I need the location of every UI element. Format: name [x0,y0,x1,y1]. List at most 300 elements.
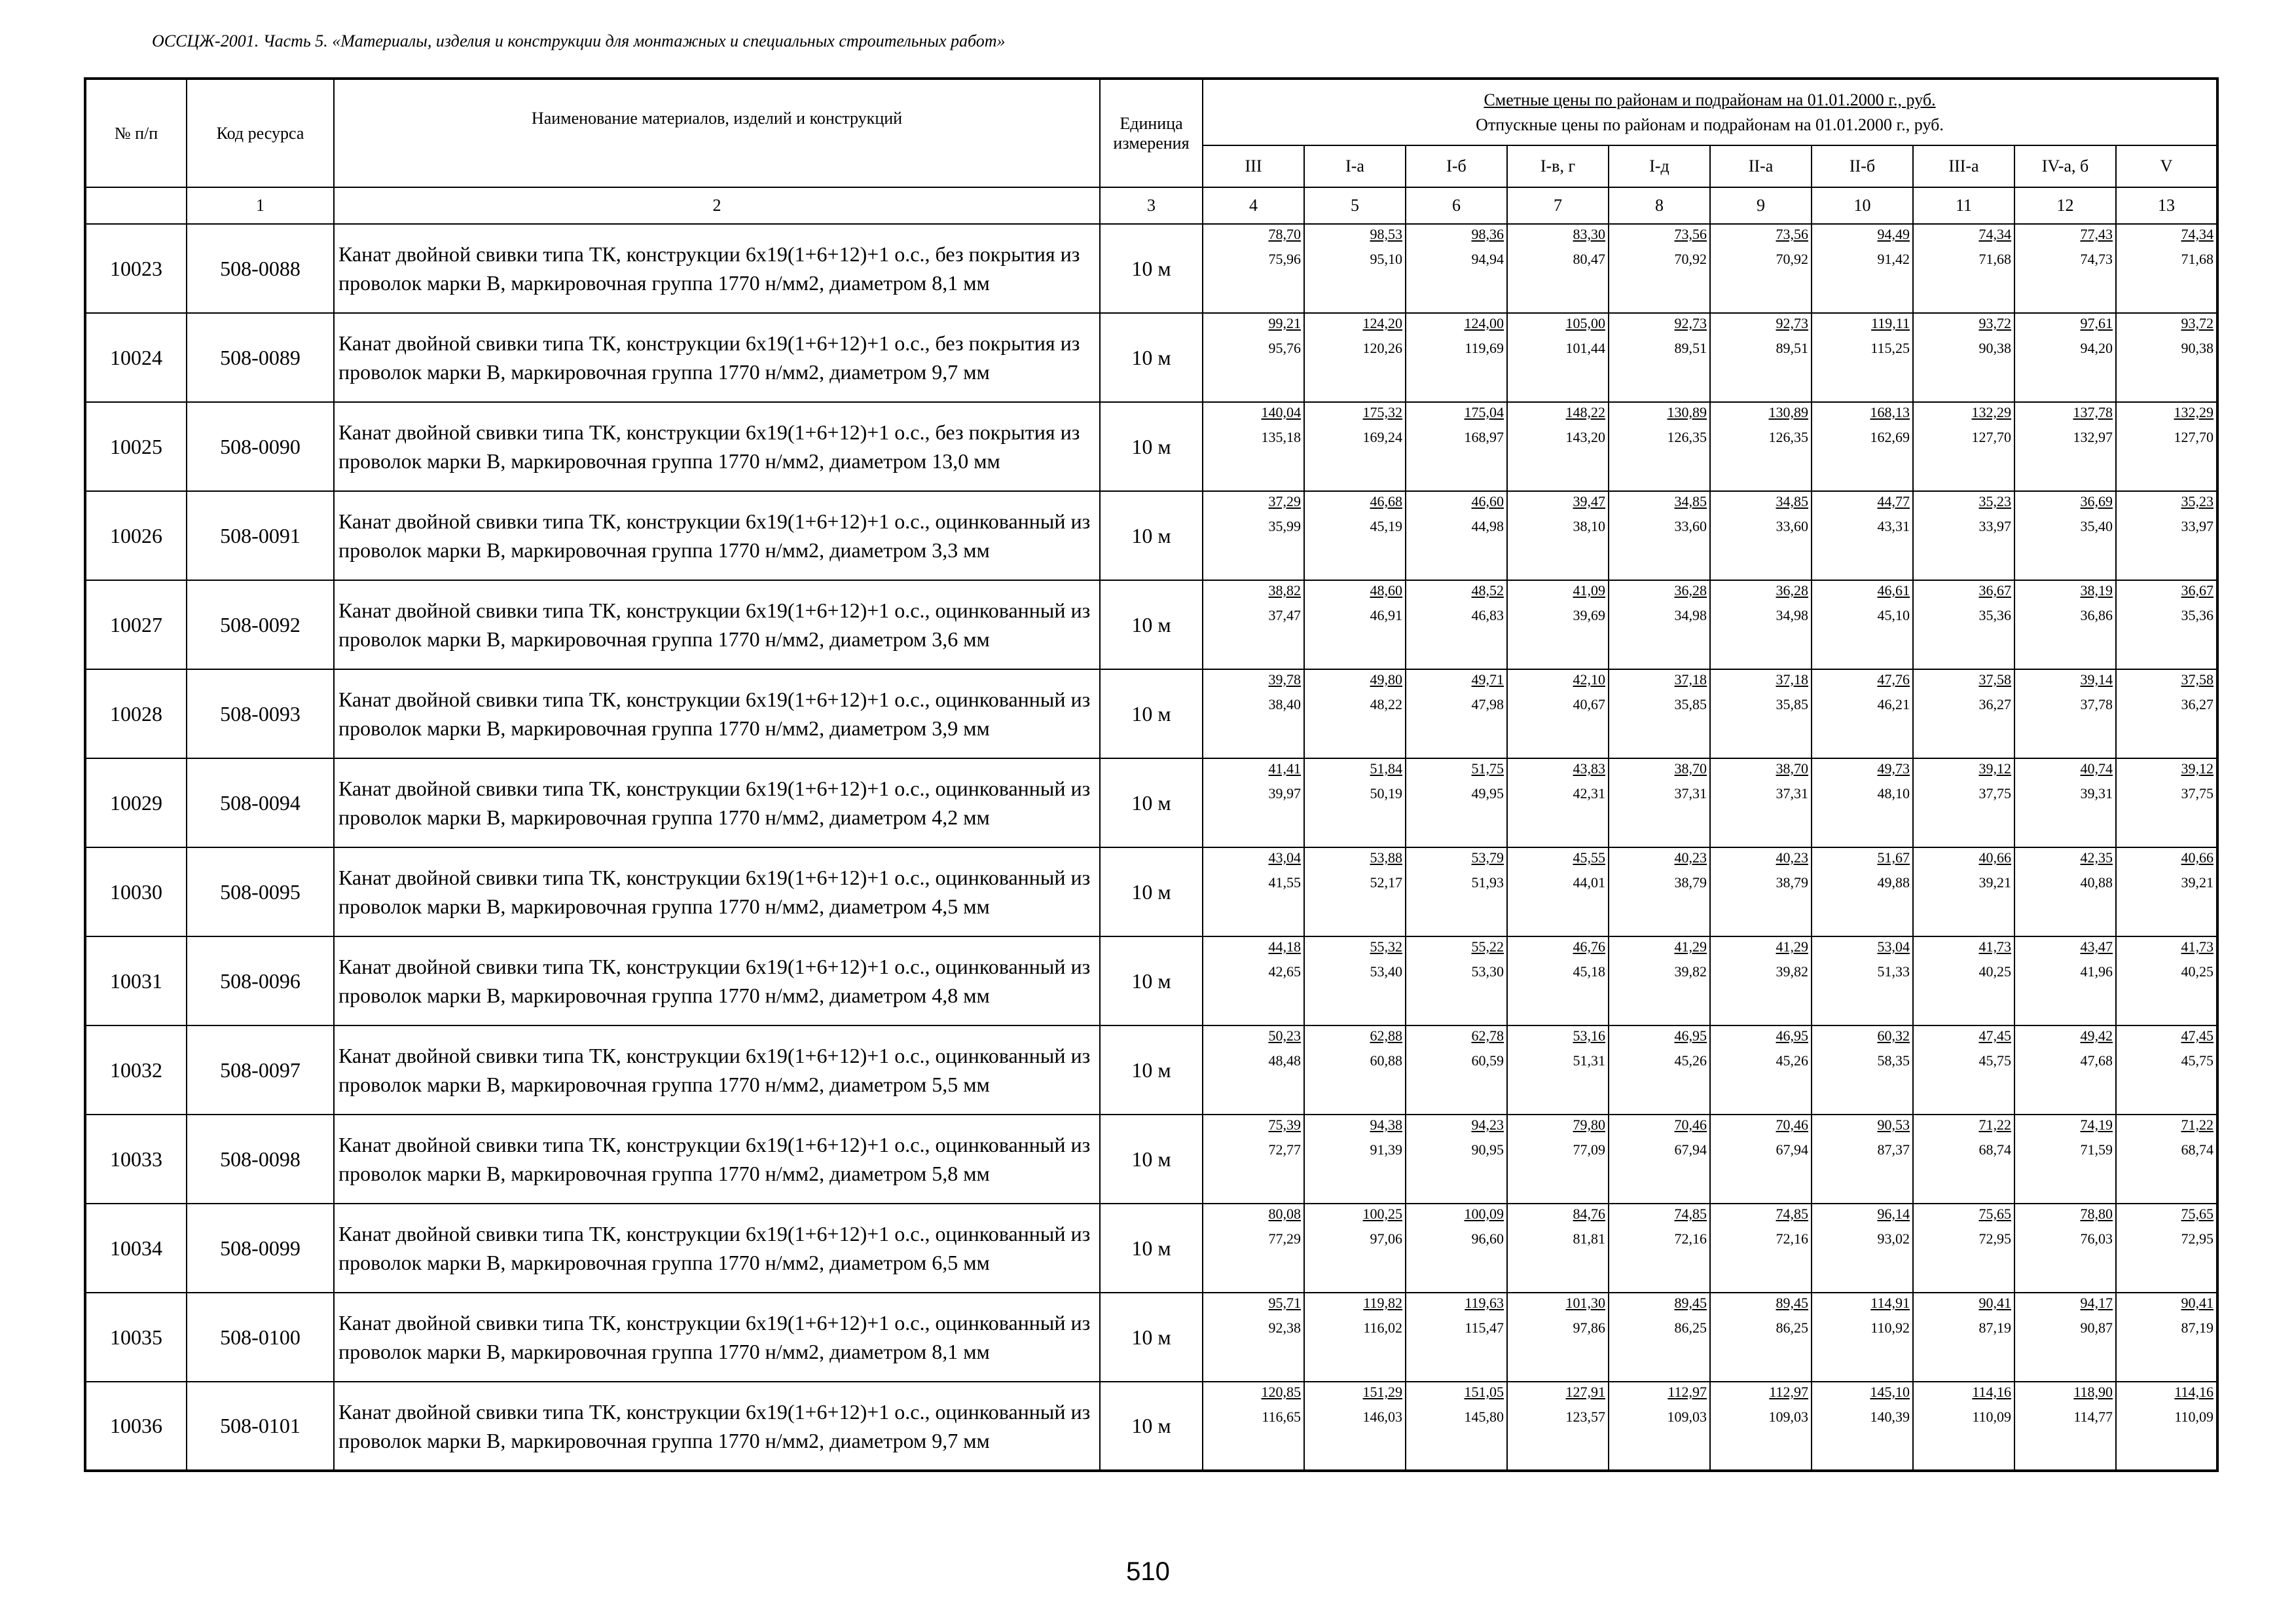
estimated-price: 75,65 [1978,1206,2011,1222]
estimated-price: 94,23 [1471,1116,1504,1133]
estimated-price: 83,30 [1573,226,1605,242]
column-number: 3 [1100,187,1203,224]
table-row [85,758,2217,847]
estimated-price: 46,76 [1573,938,1605,955]
estimated-price: 41,29 [1776,938,1808,955]
estimated-price: 98,53 [1370,226,1402,242]
row-number: 10027 [85,580,187,669]
release-price: 39,82 [1674,963,1707,980]
district-header: I-в, г [1507,145,1609,187]
price-cell [1710,758,1812,847]
price-cell [1406,402,1507,491]
estimated-price: 40,66 [2181,849,2214,866]
estimated-price: 70,46 [1674,1116,1707,1133]
estimated-price: 97,61 [2080,315,2113,331]
estimated-price: 119,11 [1871,315,1910,331]
release-price: 44,01 [1573,874,1605,891]
release-price: 70,92 [1674,251,1707,267]
price-cell [1710,224,1812,313]
estimated-price: 40,23 [1674,849,1707,866]
material-name: Канат двойной свивки типа ТК, конструкции 6х19(1+6+12)+1 о.с., оцинкованный из проволок марки В, маркировочная группа 1770 н/мм2, диаметром 8,1 мм [334,1293,1100,1382]
estimated-price: 44,77 [1877,493,1910,509]
price-cell [1710,402,1812,491]
estimated-price: 79,80 [1573,1116,1605,1133]
release-price: 45,19 [1370,518,1402,534]
price-cell [2116,936,2217,1025]
estimated-price: 90,41 [2181,1295,2214,1311]
release-price: 47,68 [2080,1052,2113,1069]
material-name: Канат двойной свивки типа ТК, конструкции 6х19(1+6+12)+1 о.с., оцинкованный из проволок марки В, маркировочная группа 1770 н/мм2, диаметром 3,6 мм [334,580,1100,669]
estimated-price: 94,17 [2080,1295,2113,1311]
estimated-price: 51,67 [1877,849,1910,866]
price-cell [1812,1025,1913,1115]
price-cell [2116,669,2217,758]
estimated-price: 55,22 [1471,938,1504,955]
price-cell [1609,224,1710,313]
estimated-price: 49,80 [1370,671,1402,688]
price-cell [1304,1204,1406,1293]
estimated-price: 50,23 [1268,1027,1301,1044]
price-cell [1203,758,1304,847]
price-cell [1812,580,1913,669]
price-cell [2116,1025,2217,1115]
price-cell [1507,936,1609,1025]
price-cell [1304,1293,1406,1382]
estimated-price: 46,68 [1370,493,1402,509]
release-price: 46,21 [1877,696,1910,712]
release-price: 71,68 [1978,251,2011,267]
material-name: Канат двойной свивки типа ТК, конструкции 6х19(1+6+12)+1 о.с., без покрытия из проволок марки В, маркировочная группа 1770 н/мм2, диаметром 8,1 мм [334,224,1100,313]
release-price: 58,35 [1877,1052,1910,1069]
estimated-price: 34,85 [1674,493,1707,509]
price-cell [1304,580,1406,669]
release-price: 81,81 [1573,1230,1605,1247]
estimated-price: 38,70 [1674,760,1707,777]
release-price: 95,76 [1268,340,1301,356]
price-cell [1203,936,1304,1025]
release-price: 39,31 [2080,785,2113,802]
release-price: 36,86 [2080,607,2113,623]
release-price: 45,75 [1978,1052,2011,1069]
price-cell [2116,402,2217,491]
material-name: Канат двойной свивки типа ТК, конструкции 6х19(1+6+12)+1 о.с., без покрытия из проволок марки В, маркировочная группа 1770 н/мм2, диаметром 9,7 мм [334,313,1100,402]
estimated-price: 40,74 [2080,760,2113,777]
release-price: 40,25 [1978,963,2011,980]
price-cell [1203,402,1304,491]
release-price: 72,95 [1978,1230,2011,1247]
estimated-price: 74,34 [1978,226,2011,242]
unit-of-measure: 10 м [1100,1382,1203,1471]
estimated-price: 145,10 [1870,1384,1910,1400]
resource-code: 508-0098 [187,1115,334,1204]
price-cell [1406,1115,1507,1204]
price-cell [1304,491,1406,580]
estimated-price: 49,71 [1471,671,1504,688]
column-number: 9 [1710,187,1812,224]
release-price: 90,38 [1978,340,2011,356]
price-cell [2014,491,2116,580]
price-cell [1406,847,1507,936]
estimated-price: 130,89 [1667,404,1707,420]
table-row [85,402,2217,491]
estimated-price: 36,69 [2080,493,2113,509]
estimated-price: 49,73 [1877,760,1910,777]
price-cell [1406,1293,1507,1382]
release-price: 35,85 [1776,696,1808,712]
release-price: 38,40 [1268,696,1301,712]
release-price: 39,97 [1268,785,1301,802]
price-cell [1507,491,1609,580]
release-price: 87,19 [1978,1320,2011,1336]
release-price: 36,27 [1978,696,2011,712]
header-prices-estimated: Сметные цены по районам и подрайонам на 01.01.2000 г., руб. [1484,90,1936,109]
unit-of-measure: 10 м [1100,313,1203,402]
price-cell [1710,313,1812,402]
release-price: 115,25 [1870,340,1910,356]
release-price: 44,98 [1471,518,1504,534]
price-cell [1913,313,2014,402]
unit-of-measure: 10 м [1100,1293,1203,1382]
estimated-price: 94,38 [1370,1116,1402,1133]
price-cell [1406,1382,1507,1471]
release-price: 67,94 [1776,1141,1808,1158]
price-cell [1913,580,2014,669]
price-cell [1913,1025,2014,1115]
resource-code: 508-0096 [187,936,334,1025]
estimated-price: 114,91 [1870,1295,1910,1311]
estimated-price: 38,19 [2080,582,2113,599]
estimated-price: 114,16 [1972,1384,2011,1400]
release-price: 93,02 [1877,1230,1910,1247]
price-cell [1710,669,1812,758]
release-price: 127,70 [1971,429,2011,445]
price-cell [1812,491,1913,580]
unit-of-measure: 10 м [1100,580,1203,669]
price-cell [1304,1025,1406,1115]
release-price: 72,16 [1674,1230,1707,1247]
price-cell [1507,313,1609,402]
price-cell [2014,580,2116,669]
table-row [85,1382,2217,1471]
release-price: 51,33 [1877,963,1910,980]
price-cell [1507,1382,1609,1471]
release-price: 110,92 [1870,1320,1910,1336]
column-number: 10 [1812,187,1913,224]
release-price: 50,19 [1370,785,1402,802]
release-price: 52,17 [1370,874,1402,891]
estimated-price: 78,80 [2080,1206,2113,1222]
material-name: Канат двойной свивки типа ТК, конструкции 6х19(1+6+12)+1 о.с., оцинкованный из проволок марки В, маркировочная группа 1770 н/мм2, диаметром 4,5 мм [334,847,1100,936]
estimated-price: 151,05 [1464,1384,1504,1400]
estimated-price: 74,34 [2181,226,2214,242]
table-row [85,491,2217,580]
estimated-price: 118,90 [2073,1384,2113,1400]
price-cell [1507,1204,1609,1293]
release-price: 146,03 [1362,1409,1402,1425]
price-cell [1710,491,1812,580]
resource-code: 508-0099 [187,1204,334,1293]
page-number: 510 [1126,1557,1170,1586]
unit-of-measure: 10 м [1100,1025,1203,1115]
unit-of-measure: 10 м [1100,224,1203,313]
resource-code: 508-0094 [187,758,334,847]
unit-of-measure: 10 м [1100,402,1203,491]
estimated-price: 43,04 [1268,849,1301,866]
estimated-price: 55,32 [1370,938,1402,955]
price-cell [1203,313,1304,402]
estimated-price: 70,46 [1776,1116,1808,1133]
release-price: 90,95 [1471,1141,1504,1158]
release-price: 34,98 [1776,607,1808,623]
release-price: 162,69 [1870,429,1910,445]
price-cell [1812,1115,1913,1204]
price-cell [2014,847,2116,936]
release-price: 45,26 [1776,1052,1808,1069]
price-cell [2116,1293,2217,1382]
release-price: 126,35 [1667,429,1707,445]
estimated-price: 38,70 [1776,760,1808,777]
release-price: 39,82 [1776,963,1808,980]
release-price: 35,99 [1268,518,1301,534]
estimated-price: 93,72 [1978,315,2011,331]
release-price: 39,21 [1978,874,2011,891]
row-number: 10029 [85,758,187,847]
estimated-price: 62,88 [1370,1027,1402,1044]
release-price: 132,97 [2073,429,2113,445]
release-price: 39,69 [1573,607,1605,623]
price-cell [2116,580,2217,669]
price-cell [1710,1025,1812,1115]
column-number: 5 [1304,187,1406,224]
estimated-price: 45,55 [1573,849,1605,866]
release-price: 72,77 [1268,1141,1301,1158]
estimated-price: 140,04 [1261,404,1301,420]
release-price: 169,24 [1362,429,1402,445]
price-cell [1507,1025,1609,1115]
release-price: 48,48 [1268,1052,1301,1069]
price-cell [1507,402,1609,491]
estimated-price: 168,13 [1870,404,1910,420]
estimated-price: 132,29 [1971,404,2011,420]
estimated-price: 90,41 [1978,1295,2011,1311]
header-prices-group [1203,79,2217,145]
row-number: 10035 [85,1293,187,1382]
price-cell [2014,313,2116,402]
price-cell [1812,847,1913,936]
release-price: 33,60 [1776,518,1808,534]
estimated-price: 100,25 [1362,1206,1402,1222]
estimated-price: 41,73 [2181,938,2214,955]
release-price: 72,95 [2181,1230,2214,1247]
release-price: 39,21 [2181,874,2214,891]
price-cell [1913,1204,2014,1293]
release-price: 45,18 [1573,963,1605,980]
release-price: 92,38 [1268,1320,1301,1336]
estimated-price: 127,91 [1565,1384,1605,1400]
column-number: 1 [187,187,334,224]
material-name: Канат двойной свивки типа ТК, конструкции 6х19(1+6+12)+1 о.с., оцинкованный из проволок марки В, маркировочная группа 1770 н/мм2, диаметром 4,2 мм [334,758,1100,847]
release-price: 70,92 [1776,251,1808,267]
release-price: 168,97 [1464,429,1504,445]
price-cell [1609,1382,1710,1471]
estimated-price: 46,95 [1776,1027,1808,1044]
estimated-price: 75,65 [2181,1206,2214,1222]
release-price: 95,10 [1370,251,1402,267]
release-price: 49,95 [1471,785,1504,802]
release-price: 90,38 [2181,340,2214,356]
estimated-price: 41,41 [1268,760,1301,777]
estimated-price: 89,45 [1674,1295,1707,1311]
estimated-price: 36,67 [2181,582,2214,599]
price-cell [1812,936,1913,1025]
release-price: 40,88 [2080,874,2113,891]
price-cell [1609,758,1710,847]
estimated-price: 40,66 [1978,849,2011,866]
price-cell [1913,669,2014,758]
price-cell [1710,1204,1812,1293]
material-name: Канат двойной свивки типа ТК, конструкции 6х19(1+6+12)+1 о.с., оцинкованный из проволок марки В, маркировочная группа 1770 н/мм2, диаметром 5,8 мм [334,1115,1100,1204]
release-price: 48,10 [1877,785,1910,802]
estimated-price: 119,82 [1363,1295,1402,1311]
estimated-price: 38,82 [1268,582,1301,599]
release-price: 67,94 [1674,1141,1707,1158]
estimated-price: 100,09 [1464,1206,1504,1222]
resource-code: 508-0091 [187,491,334,580]
material-name: Канат двойной свивки типа ТК, конструкции 6х19(1+6+12)+1 о.с., без покрытия из проволок марки В, маркировочная группа 1770 н/мм2, диаметром 13,0 мм [334,402,1100,491]
price-cell [1507,224,1609,313]
release-price: 75,96 [1268,251,1301,267]
estimated-price: 137,78 [2073,404,2113,420]
estimated-price: 120,85 [1261,1384,1301,1400]
resource-code: 508-0095 [187,847,334,936]
estimated-price: 124,20 [1362,315,1402,331]
price-cell [1507,758,1609,847]
price-cell [2116,224,2217,313]
price-cell [1710,1115,1812,1204]
estimated-price: 51,75 [1471,760,1504,777]
estimated-price: 47,45 [1978,1027,2011,1044]
price-cell [1710,1382,1812,1471]
estimated-price: 60,32 [1877,1027,1910,1044]
price-cell [1812,224,1913,313]
price-cell [1812,313,1913,402]
release-price: 38,10 [1573,518,1605,534]
row-number: 10031 [85,936,187,1025]
release-price: 60,88 [1370,1052,1402,1069]
price-cell [1609,580,1710,669]
table-row [85,313,2217,402]
release-price: 119,69 [1465,340,1504,356]
release-price: 120,26 [1362,340,1402,356]
header-prices-release: Отпускные цены по районам и подрайонам на 01.01.2000 г., руб. [1476,115,1944,134]
price-cell [2014,1025,2116,1115]
release-price: 115,47 [1465,1320,1504,1336]
header-unit: Единица измерения [1100,79,1203,187]
district-header: III-а [1913,145,2014,187]
price-cell [1609,669,1710,758]
release-price: 48,22 [1370,696,1402,712]
price-cell [1406,580,1507,669]
release-price: 42,65 [1268,963,1301,980]
estimated-price: 37,18 [1776,671,1808,688]
estimated-price: 39,47 [1573,493,1605,509]
column-number: 13 [2116,187,2217,224]
release-price: 68,74 [2181,1141,2214,1158]
estimated-price: 74,85 [1674,1206,1707,1222]
estimated-price: 39,12 [1978,760,2011,777]
material-name: Канат двойной свивки типа ТК, конструкции 6х19(1+6+12)+1 о.с., оцинкованный из проволок марки В, маркировочная группа 1770 н/мм2, диаметром 4,8 мм [334,936,1100,1025]
district-header: I-а [1304,145,1406,187]
unit-of-measure: 10 м [1100,491,1203,580]
release-price: 47,98 [1471,696,1504,712]
price-cell [2014,1293,2116,1382]
price-cell [1406,224,1507,313]
release-price: 77,29 [1268,1230,1301,1247]
release-price: 45,10 [1877,607,1910,623]
resource-code: 508-0093 [187,669,334,758]
row-number: 10033 [85,1115,187,1204]
material-name: Канат двойной свивки типа ТК, конструкции 6х19(1+6+12)+1 о.с., оцинкованный из проволок марки В, маркировочная группа 1770 н/мм2, диаметром 9,7 мм [334,1382,1100,1471]
price-table [84,77,2219,1472]
estimated-price: 53,16 [1573,1027,1605,1044]
price-cell [1812,758,1913,847]
estimated-price: 96,14 [1877,1206,1910,1222]
estimated-price: 46,61 [1877,582,1910,599]
estimated-price: 175,04 [1464,404,1504,420]
unit-of-measure: 10 м [1100,1204,1203,1293]
price-cell [2014,1382,2116,1471]
estimated-price: 175,32 [1362,404,1402,420]
release-price: 101,44 [1565,340,1605,356]
release-price: 97,86 [1573,1320,1605,1336]
price-cell [1609,491,1710,580]
price-cell [1609,1115,1710,1204]
table-row [85,669,2217,758]
release-price: 33,97 [2181,518,2214,534]
table-row [85,580,2217,669]
column-number: 2 [334,187,1100,224]
estimated-price: 92,73 [1674,315,1707,331]
price-cell [1609,847,1710,936]
estimated-price: 101,30 [1565,1295,1605,1311]
price-cell [1203,1293,1304,1382]
release-price: 37,31 [1776,785,1808,802]
price-cell [1406,491,1507,580]
header-num: № п/п [85,79,187,187]
material-name: Канат двойной свивки типа ТК, конструкции 6х19(1+6+12)+1 о.с., оцинкованный из проволок марки В, маркировочная группа 1770 н/мм2, диаметром 5,5 мм [334,1025,1100,1115]
district-header: I-б [1406,145,1507,187]
resource-code: 508-0088 [187,224,334,313]
release-price: 126,35 [1768,429,1808,445]
price-cell [2014,1204,2116,1293]
table-row [85,936,2217,1025]
estimated-price: 53,88 [1370,849,1402,866]
release-price: 53,30 [1471,963,1504,980]
price-cell [2116,1204,2217,1293]
release-price: 53,40 [1370,963,1402,980]
estimated-price: 105,00 [1565,315,1605,331]
column-number: 7 [1507,187,1609,224]
release-price: 90,87 [2080,1320,2113,1336]
price-cell [1507,1293,1609,1382]
estimated-price: 92,73 [1776,315,1808,331]
release-price: 140,39 [1870,1409,1910,1425]
estimated-price: 35,23 [2181,493,2214,509]
price-cell [1913,224,2014,313]
price-cell [1203,580,1304,669]
price-cell [1609,402,1710,491]
price-cell [2014,224,2116,313]
